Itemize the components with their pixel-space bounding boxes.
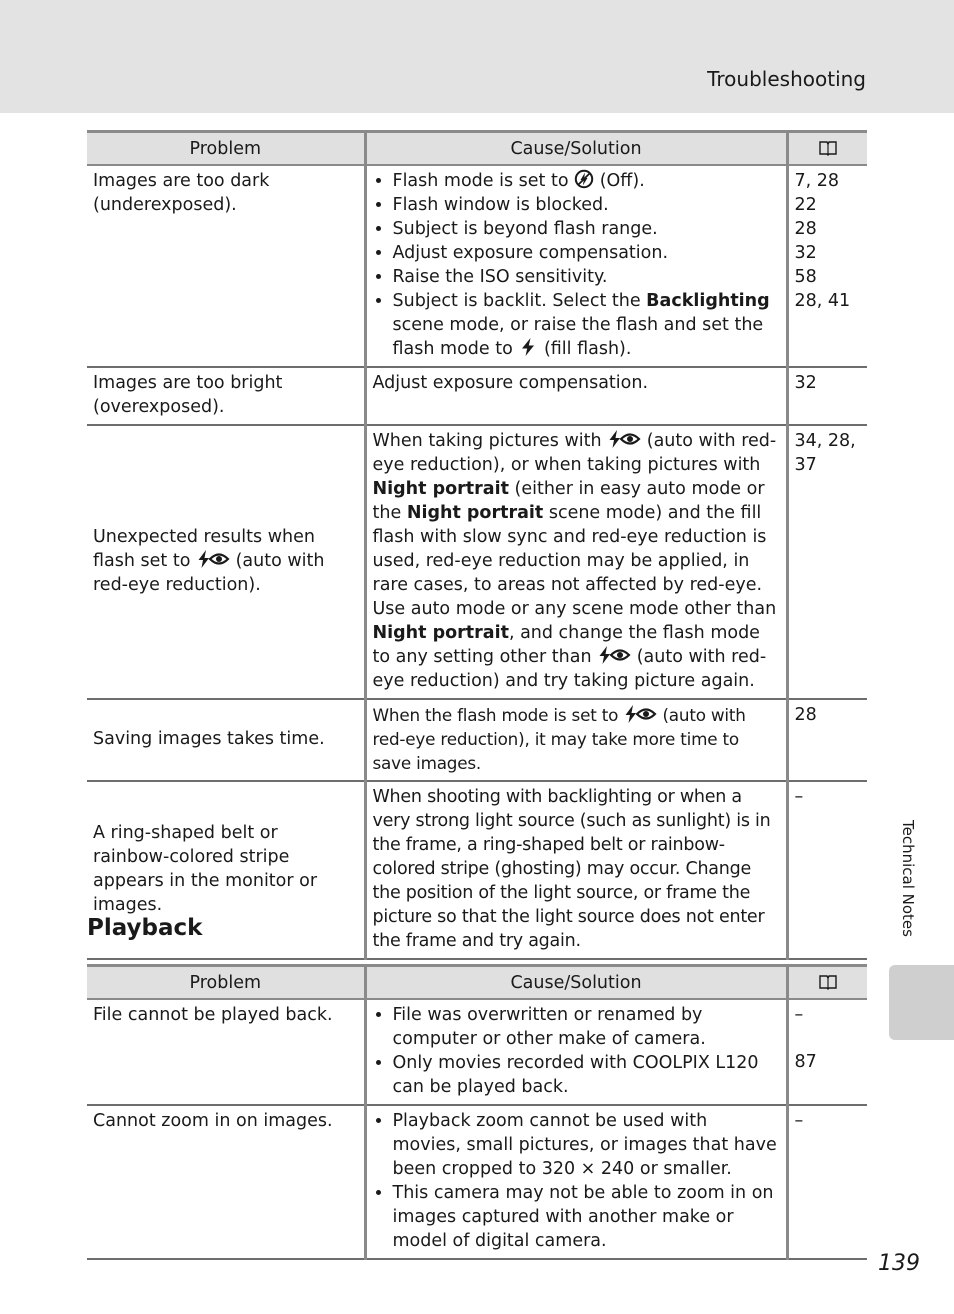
problem-cell: Cannot zoom in on images. [87, 1105, 365, 1259]
auto-red-eye-flash-icon [607, 429, 641, 449]
flash-off-icon [574, 169, 594, 189]
side-tab [889, 965, 954, 1040]
page-ref: 87 [794, 1052, 817, 1072]
playback-troubleshooting-table [87, 964, 867, 1260]
problem-cell: File cannot be played back. [87, 999, 365, 1105]
cause-item: • Subject is beyond flash range. [393, 217, 780, 241]
table-row [87, 999, 867, 1105]
reference-cell: 32 [787, 367, 867, 425]
cause-cell: When shooting with backlighting or when a very strong light source (such as sunlight) is in the frame, a ring-shaped belt or rainbow-colored stripe (ghosting) may occur. Change the position of the light source, or frame the picture so that the light source does not enter the frame and try again. [365, 781, 787, 959]
problem-cell: Images are too dark (underexposed). [87, 165, 365, 367]
page-ref: 28 [794, 219, 817, 239]
page-ref: – [794, 1005, 804, 1025]
reference-column-header [787, 966, 867, 1000]
cause-item: • Subject is backlit. Select the Backlighting scene mode, or raise the flash and set the flash mode to (fill flash). [393, 289, 780, 361]
cause-item: • Flash window is blocked. [393, 193, 780, 217]
page-ref: 28, 41 [794, 291, 851, 311]
problem-cell: Images are too bright (overexposed). [87, 367, 365, 425]
cause-cell [365, 165, 787, 367]
problem-column-header: Problem [87, 132, 365, 166]
problem-cell: A ring-shaped belt or rainbow-colored stripe appears in the monitor or images. [87, 781, 365, 959]
cause-cell: When the flash mode is set to (auto with red-eye reduction), it may take more time to save images. [365, 699, 787, 781]
cause-cell: Adjust exposure compensation. [365, 367, 787, 425]
page-ref: – [794, 1111, 804, 1131]
reference-cell [787, 1105, 867, 1259]
reference-cell [787, 165, 867, 367]
table-header-row [87, 966, 867, 1000]
table-row [87, 367, 867, 425]
reference-cell [787, 999, 867, 1105]
page-ref: 22 [794, 195, 817, 215]
flash-troubleshooting-table [87, 130, 867, 960]
reference-cell: – [787, 781, 867, 959]
cause-item: • Adjust exposure compensation. [393, 241, 780, 265]
table-header-row [87, 132, 867, 166]
page-number: 139 [878, 1251, 920, 1276]
cause-item: • File was overwritten or renamed by computer or other make of camera. [393, 1003, 780, 1051]
auto-red-eye-flash-icon [597, 645, 631, 665]
problem-cell: Unexpected results when flash set to (auto with red-eye reduction). [87, 425, 365, 699]
playback-section-title: Playback [87, 915, 203, 941]
page-ref: 58 [794, 267, 817, 287]
cause-item: • Playback zoom cannot be used with movies, small pictures, or images that have been cropped to 320 × 240 or smaller. [393, 1109, 780, 1181]
cause-item: • Only movies recorded with COOLPIX L120 can be played back. [393, 1051, 780, 1099]
header-band [0, 0, 954, 113]
reference-cell: 34, 28, 37 [787, 425, 867, 699]
auto-red-eye-flash-icon [623, 704, 657, 724]
reference-cell: 28 [787, 699, 867, 781]
cause-column-header: Cause/Solution [365, 132, 787, 166]
side-tab-label-box [897, 820, 921, 955]
book-icon [818, 140, 838, 156]
cause-item: • This camera may not be able to zoom in on images captured with another make or model of digital camera. [393, 1181, 780, 1253]
side-tab-label: Technical Notes [899, 820, 917, 937]
table-row [87, 1105, 867, 1259]
book-icon [818, 974, 838, 990]
reference-column-header [787, 132, 867, 166]
cause-column-header: Cause/Solution [365, 966, 787, 1000]
page-ref: 32 [794, 243, 817, 263]
cause-cell [365, 999, 787, 1105]
cause-cell: When taking pictures with (auto with red-eye reduction), or when taking pictures with Night portrait (either in easy auto mode or the Night portrait scene mode) and the fill flash with slow sync and red-eye reduction is used, red-eye reduction may be applied, in rare cases, to areas not affected by red-eye. Use auto mode or any scene mode other than Night portrait, and change the flash mode to any setting other than (auto with red-eye reduction) and try taking picture again. [365, 425, 787, 699]
table-row [87, 781, 867, 959]
cause-item: • Raise the ISO sensitivity. [393, 265, 780, 289]
auto-red-eye-flash-icon [196, 549, 230, 569]
section-header-title: Troubleshooting [707, 67, 866, 91]
page-ref: 7, 28 [794, 171, 840, 191]
table-row [87, 165, 867, 367]
cause-cell [365, 1105, 787, 1259]
table-row [87, 425, 867, 699]
problem-cell: Saving images takes time. [87, 699, 365, 781]
problem-column-header: Problem [87, 966, 365, 1000]
table-row [87, 699, 867, 781]
fill-flash-icon [518, 337, 538, 357]
cause-item: • Flash mode is set to (Off). [393, 169, 780, 193]
